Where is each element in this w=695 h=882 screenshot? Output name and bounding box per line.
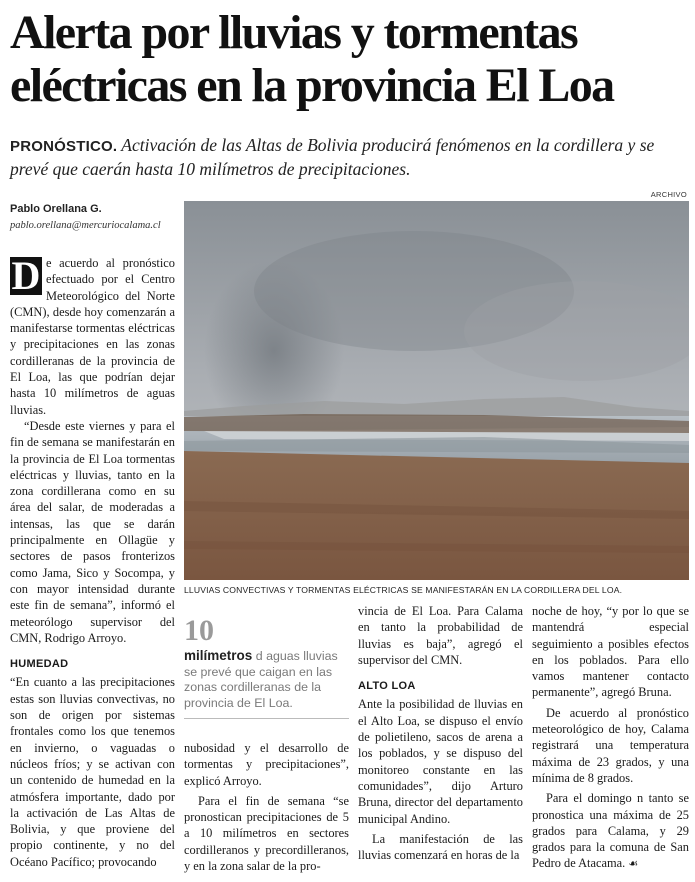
highlight-unit: milímetros [184, 648, 253, 663]
article-photo [184, 201, 689, 580]
photo-credit: ARCHIVO [650, 190, 687, 199]
byline-author: Pablo Orellana G. [10, 203, 102, 215]
column-2 [184, 740, 349, 874]
subhead-text: Activación de las Altas de Bolivia producirá fenómenos en la cordillera y se prevé que caerán hasta 10 milímetros de precipitaciones. [10, 135, 655, 179]
highlight-number: 10 [184, 614, 214, 647]
section-subtitle: HUMEDAD [10, 658, 69, 671]
divider [184, 718, 349, 719]
paragraph: La manifestación de las lluvias comenzará en horas de la [358, 831, 523, 863]
drop-cap: D [11, 253, 41, 298]
column-4 [532, 603, 689, 873]
paragraph: vincia de El Loa. Para Calama en tanto la probabilidad de lluvias es baja”, agregó el supervisor del CMN. [358, 604, 523, 667]
headline: Alerta por lluvias y tormentas eléctricas en la provincia El Loa [10, 6, 614, 112]
section-subtitle: ALTO LOA [358, 680, 416, 693]
paragraph: “En cuanto a las precipitaciones estas son lluvias convectivas, no son de origen por sistemas frontales como los que tenemos en invierno, o vaguadas o núcleos fríos; y se activan con un contenido de humedad en la atmósfera importante, dado por la activación de Las Altas de Bolivia, y que proviene del propio continente, y no del Océano Pacífico; provocando [10, 675, 175, 869]
paragraph: nubosidad y el desarrollo de tormentas y precipitaciones”, explicó Arroyo. [184, 741, 349, 788]
landscape-photo-illustration [184, 201, 689, 580]
photo-caption: LLUVIAS CONVECTIVAS Y TORMENTAS ELÉCTRICAS SE MANIFESTARÁN EN LA CORDILLERA DEL LOA. [184, 585, 623, 595]
paragraph-text: Para el domingo n tanto se pronostica una máxima de 25 grados para Calama, y 29 grados para la comuna de San Pedro de Atacama. [532, 791, 689, 871]
paragraph: De acuerdo al pronóstico meteorológico de hoy, Calama registrará una temperatura máxima de 23 grados, y una mínima de 8 grados. [532, 705, 689, 785]
byline-email[interactable]: pablo.orellana@mercuriocalama.cl [10, 220, 161, 231]
paragraph [10, 255, 175, 418]
column-3 [358, 603, 523, 863]
paragraph: Ante la posibilidad de lluvias en el Alto Loa, se dispuso el envío de polietileno, sacos de arena a los poblados, y se dispuso del monitoreo constante en las comunidades”, dijo Arturo Bruna, director del departamento municipal Andino. [358, 697, 523, 826]
paragraph: “Desde este viernes y para el fin de semana se manifestarán en la provincia de El Loa tormentas eléctricas y lluvias, tanto en la zona cordillerana como en su área del salar, de moderadas a intensas, las que se darán principalmente en Ollagüe y sectores de pasos fronterizos como Jama, Sico y Socompa, y con mayor intensidad durante este fin de semana”, informó el meteorólogo supervisor del CMN, Rodrigo Arroyo. [10, 418, 175, 645]
paragraph-text: e acuerdo al pronóstico efectuado por el Centro Meteorológico del Norte (CMN), desde hoy comenzarán a manifestarse tormentas eléctricas y precipitaciones en las zonas cordilleranas de la provincia de El Loa, las que podrían dejar hasta 10 milímetros de aguas lluvias. [10, 256, 175, 417]
paragraph [532, 790, 689, 872]
subhead [10, 134, 685, 181]
subhead-kicker: PRONÓSTICO. [10, 138, 118, 155]
end-of-article-icon: ☙ [628, 857, 639, 871]
paragraph: noche de hoy, “y por lo que se mantendrá especial seguimiento a posibles efectos en los poblados. Para ello vamos mantener contacto permanente”, agregó Bruna. [532, 604, 689, 700]
paragraph: Para el fin de semana “se pronostican precipitaciones de 5 a 10 milímetros en sectores cordilleranos y precordilleranos, y en la zona salar de la pro- [184, 793, 349, 874]
column-1 [10, 255, 175, 870]
highlight-text [184, 648, 354, 711]
highlight-description: d aguas lluvias se prevé que caigan en las zonas cordilleranas de la provincia de El Loa. [184, 649, 338, 710]
